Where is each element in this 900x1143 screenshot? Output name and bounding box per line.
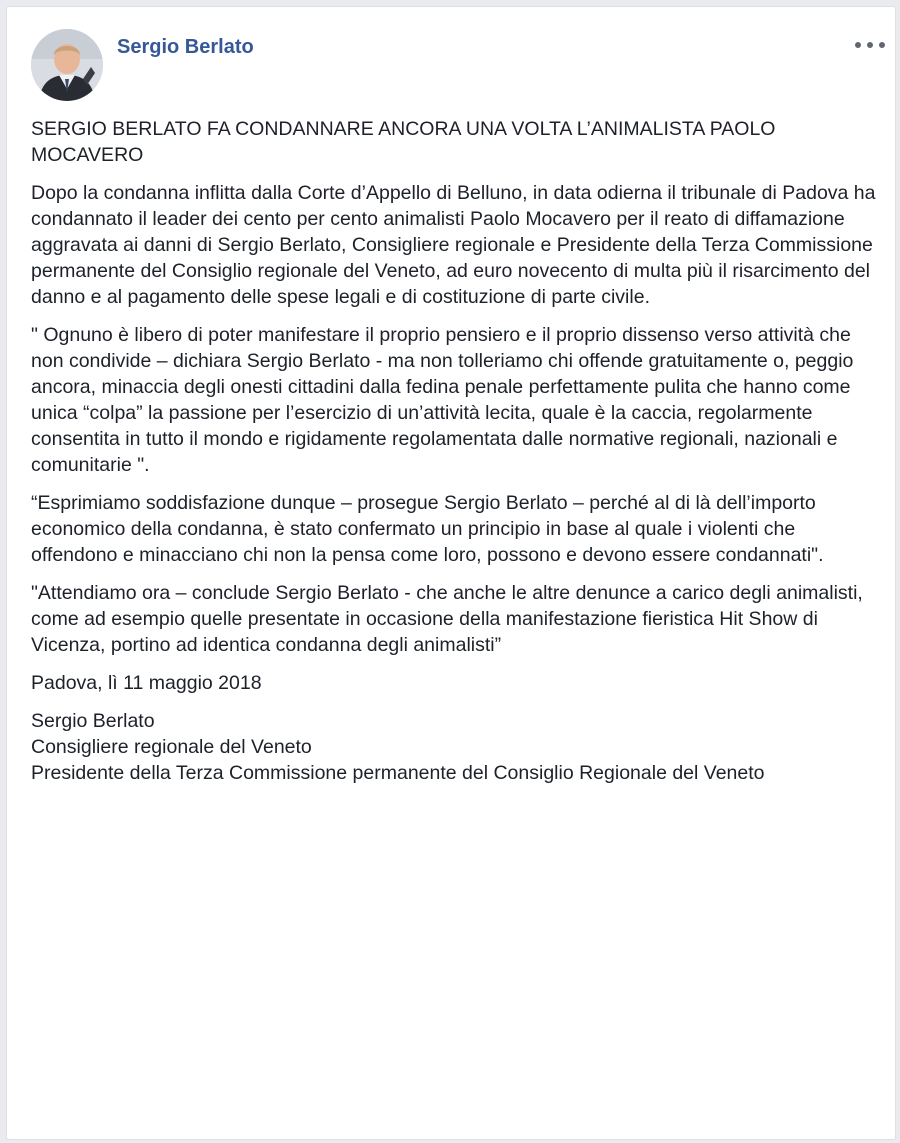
post-paragraph: "Attendiamo ora – conclude Sergio Berlato - che anche le altre denunce a carico degli animalisti, come ad esempio quelle presentate in occasione della manifestazione fieristica Hit Show di Vicenza, portino ad identica condanna degli animalisti” [31,582,863,656]
more-options-button[interactable] [855,35,885,55]
signature-name: Sergio Berlato [31,710,155,732]
post-paragraph: “Esprimiamo soddisfazione dunque – prosegue Sergio Berlato – perché al di là dell’importo economico della condanna, è stato confermato un principio in base al quale i violenti che offendono e minacciano chi non la pensa come loro, possono e devono essere condannati". [31,492,824,566]
post-card [6,6,896,1140]
post-paragraph: " Ognuno è libero di poter manifestare il proprio pensiero e il proprio dissenso verso attività che non condivide – dichiara Sergio Berlato - ma non tolleriamo chi offende gratuitamente o, peggio ancora, minaccia degli onesti cittadini dalla fedina penale perfettamente pulita che hanno come unica “colpa” la passione per l’esercizio di un’attività lecita, quale è la caccia, regolarmente consentita in tutto il mondo e rigidamente regolamentata dalle normative regionali, nazionali e comunitarie ". [31,324,854,476]
post-body [31,116,887,786]
post-title: SERGIO BERLATO FA CONDANNARE ANCORA UNA VOLTA L’ANIMALISTA PAOLO MOCAVERO [31,118,776,166]
post-paragraph: Dopo la condanna inflitta dalla Corte d’Appello di Belluno, in data odierna il tribunale di Padova ha condannato il leader dei cento per cento animalisti Paolo Mocavero per il reato di diffamazione aggravata ai danni di Sergio Berlato, Consigliere regionale e Presidente della Terza Commissione permanente del Consiglio regionale del Veneto, ad euro novecento di multa più il risarcimento del danno e al pagamento delle spese legali e di costituzione di parte civile. [31,182,876,308]
more-horizontal-icon [855,42,861,48]
post-header [7,7,895,107]
signature-role: Consigliere regionale del Veneto [31,736,312,758]
more-horizontal-icon-dot [867,42,873,48]
author-name-link[interactable]: Sergio Berlato [117,36,254,58]
avatar[interactable] [31,29,103,101]
date-line: Padova, lì 11 maggio 2018 [31,672,262,694]
signature [31,708,887,786]
profile-photo-icon [31,29,103,101]
signature-role: Presidente della Terza Commissione permanente del Consiglio Regionale del Veneto [31,762,765,784]
more-horizontal-icon-dot [879,42,885,48]
